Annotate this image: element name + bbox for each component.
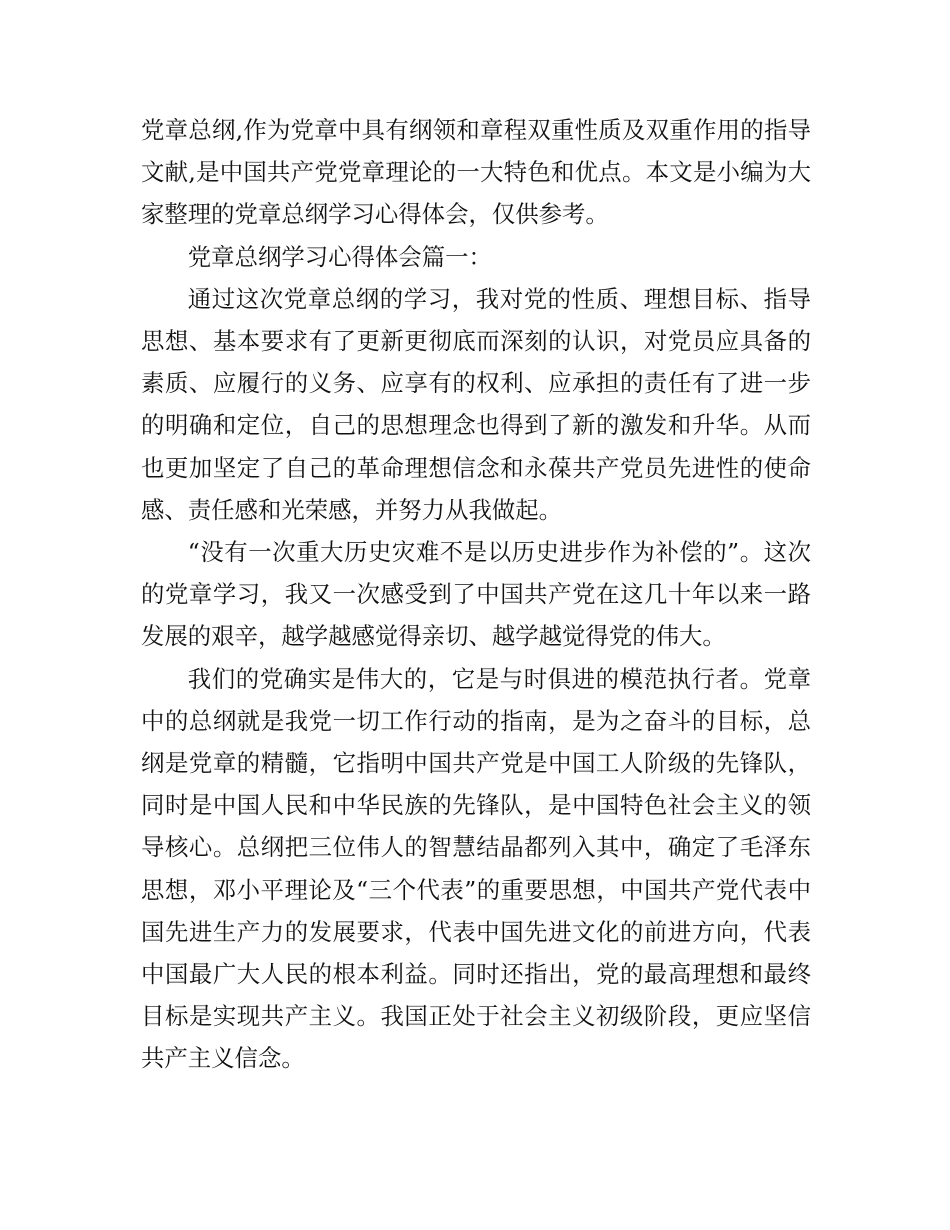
body-paragraph-2: “没有一次重大历史灾难不是以历史进步作为补偿的”。这次的党章学习，我又一次感受到了中国共产党在这几十年以来一路发展的艰辛，越学越感觉得亲切、越学越觉得党的伟大。	[141, 538, 811, 651]
section-heading: 党章总纲学习心得体会篇一：	[187, 242, 492, 271]
intro-paragraph: 党章总纲,作为党章中具有纲领和章程双重性质及双重作用的指导文献,是中国共产党党章理论的一大特色和优点。本文是小编为大家整理的党章总纲学习心得体会，仅供参考。	[141, 116, 811, 229]
body-paragraph-3: 我们的党确实是伟大的，它是与时俱进的模范执行者。党章中的总纲就是我党一切工作行动的指南，是为之奋斗的目标，总纲是党章的精髓，它指明中国共产党是中国工人阶级的先锋队，同时是中国人民和中华民族的先锋队，是中国特色社会主义的领导核心。总纲把三位伟人的智慧结晶都列入其中，确定了毛泽东思想，邓小平理论及“三个代表”的重要思想，中国共产党代表中国先进生产力的发展要求，代表中国先进文化的前进方向，代表中国最广大人民的根本利益。同时还指出，党的最高理想和最终目标是实现共产主义。我国正处于社会主义初级阶段，更应坚信共产主义信念。	[141, 664, 811, 1073]
body-paragraph-1: 通过这次党章总纲的学习，我对党的性质、理想目标、指导思想、基本要求有了更新更彻底而深刻的认识，对党员应具备的素质、应履行的义务、应享有的权利、应承担的责任有了进一步的明确和定位，自己的思想理念也得到了新的激发和升华。从而也更加坚定了自己的革命理想信念和永葆共产党员先进性的使命感、责任感和光荣感，并努力从我做起。	[141, 284, 811, 524]
document-body	[141, 109, 811, 1080]
